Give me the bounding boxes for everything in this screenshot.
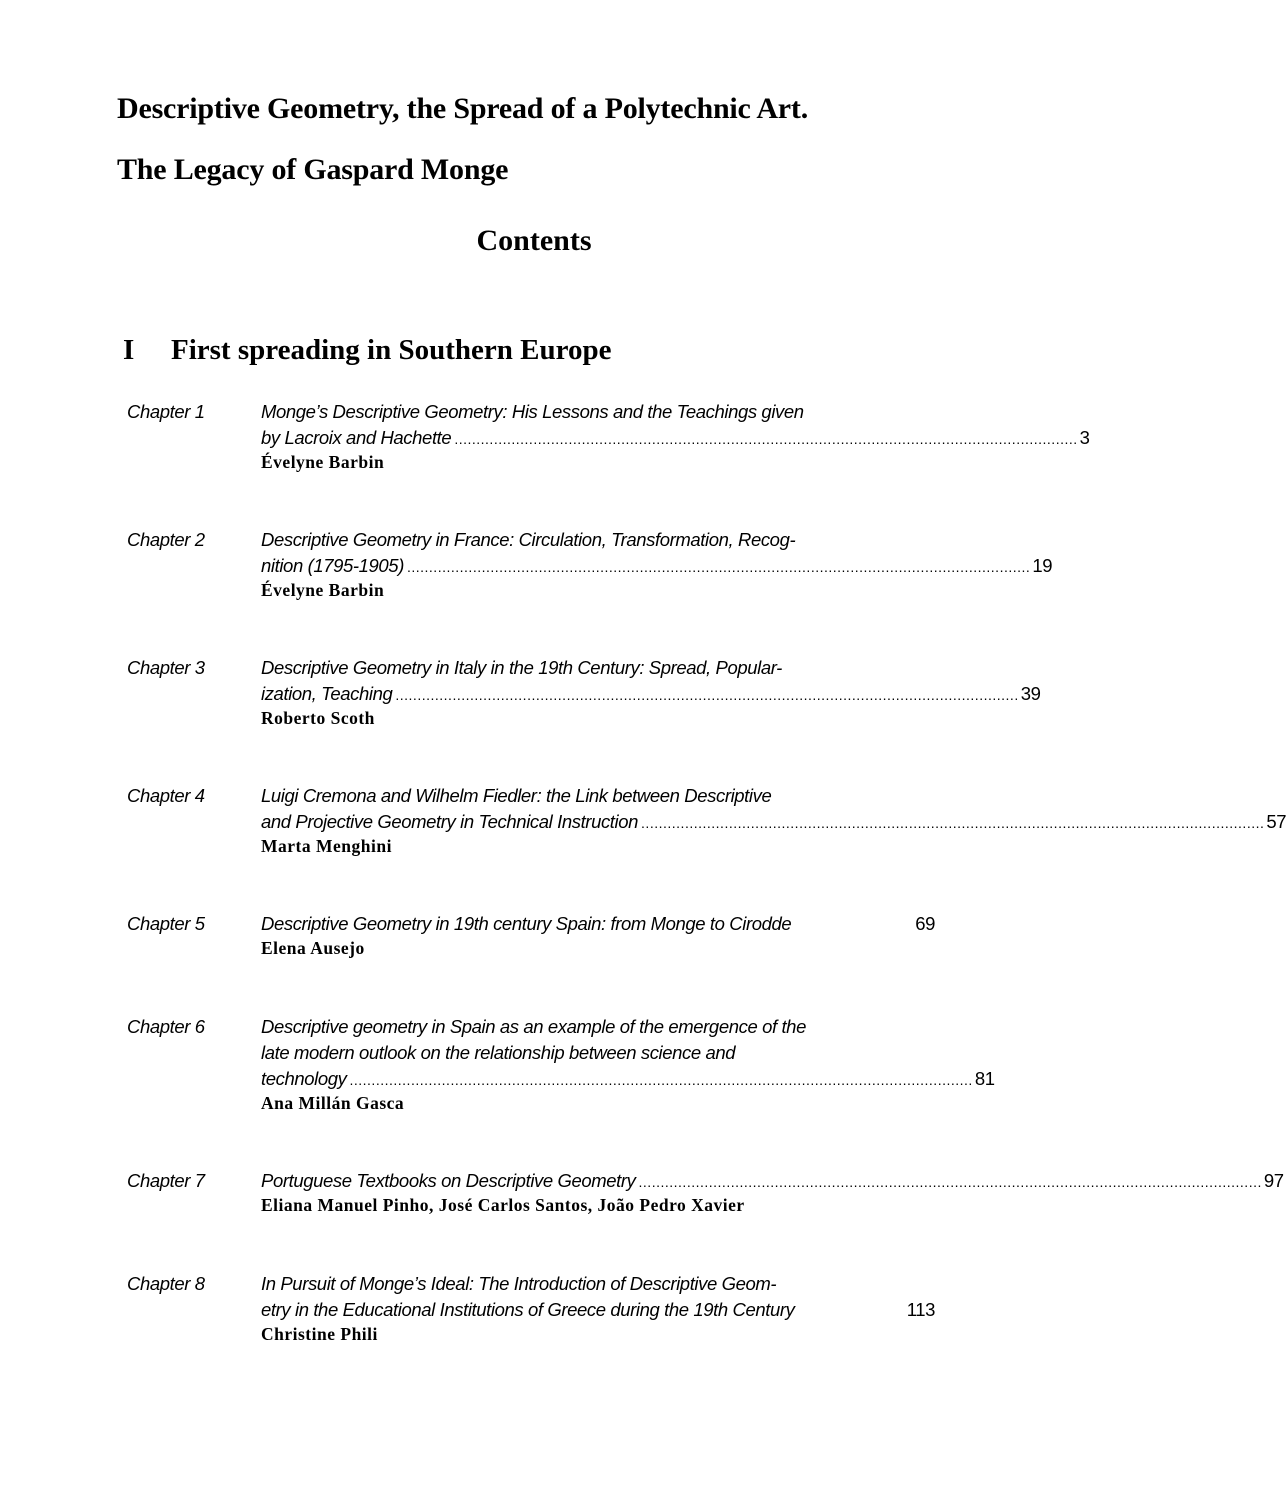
chapter-author: Elena Ausejo [261, 938, 365, 958]
chapter-title-line-with-page [261, 553, 1053, 580]
chapter-title-line: Luigi Cremona and Wilhelm Fiedler: the Link between Descriptive [261, 785, 772, 806]
chapter-title-line: Descriptive geometry in Spain as an example of the emergence of the [261, 1016, 806, 1037]
book-title-line-1: Descriptive Geometry, the Spread of a Polytechnic Art. [117, 92, 808, 125]
page-number: 19 [1032, 555, 1053, 576]
chapter-label: Chapter 3 [127, 657, 205, 678]
dot-leader: .............................................................................................................................................. [641, 815, 1265, 831]
chapter-title-line: Descriptive Geometry in 19th century Spain: from Monge to Cirodde [261, 913, 792, 934]
chapter-author: Eliana Manuel Pinho, José Carlos Santos, João Pedro Xavier [261, 1195, 745, 1215]
contents-heading: Contents [476, 224, 592, 257]
chapter-label: Chapter 7 [127, 1170, 205, 1191]
chapter-title-line: ization, Teaching [261, 683, 393, 704]
chapter-title-line: Descriptive Geometry in Italy in the 19th Century: Spread, Popular- [261, 657, 782, 678]
chapter-title-line: etry in the Educational Institutions of Greece during the 19th Century [261, 1299, 795, 1320]
book-title-line-2: The Legacy of Gaspard Monge [117, 153, 509, 186]
chapter-label: Chapter 8 [127, 1273, 205, 1294]
page-number: 81 [974, 1068, 995, 1089]
chapter-author: Évelyne Barbin [261, 452, 385, 472]
chapter-label: Chapter 4 [127, 785, 205, 806]
chapter-title-line-with-page [261, 911, 935, 937]
chapter-author: Marta Menghini [261, 836, 392, 856]
chapter-author: Roberto Scoth [261, 708, 375, 728]
page-number: 97 [1263, 1170, 1284, 1191]
dot-leader: .............................................................................................................................................. [454, 431, 1078, 447]
dot-leader: .............................................................................................................................................. [395, 687, 1019, 703]
chapter-title-line-with-page [261, 681, 1041, 708]
chapter-author: Évelyne Barbin [261, 580, 385, 600]
section-heading [123, 333, 611, 367]
chapter-title-line: technology [261, 1068, 347, 1089]
section-number: I [123, 334, 135, 366]
page-number: 57 [1266, 811, 1286, 832]
page-number: 113 [906, 1299, 935, 1320]
chapter-title-line: In Pursuit of Monge’s Ideal: The Introduction of Descriptive Geom- [261, 1273, 777, 1294]
page-number: 69 [915, 913, 935, 934]
dot-leader: .............................................................................................................................................. [349, 1072, 973, 1088]
chapter-title-line-with-page [261, 425, 1090, 452]
chapter-title-line: late modern outlook on the relationship between science and [261, 1042, 736, 1063]
dot-leader: .............................................................................................................................................. [406, 559, 1031, 575]
chapter-title-line-with-page [261, 1066, 995, 1093]
page-number: 3 [1079, 427, 1090, 448]
chapter-title-line: by Lacroix and Hachette [261, 427, 452, 448]
chapter-title-line: and Projective Geometry in Technical Instruction [261, 811, 639, 832]
chapter-label: Chapter 5 [127, 913, 205, 934]
chapter-author: Christine Phili [261, 1324, 378, 1344]
chapter-label: Chapter 1 [127, 401, 205, 422]
chapter-title-line: Descriptive Geometry in France: Circulation, Transformation, Recog- [261, 529, 796, 550]
chapter-title-line: Monge’s Descriptive Geometry: His Lessons and the Teachings given [261, 401, 804, 422]
chapter-title-line-with-page [261, 1168, 1284, 1195]
section-title: First spreading in Southern Europe [171, 334, 612, 366]
chapter-label: Chapter 2 [127, 529, 205, 550]
chapter-title-line-with-page [261, 809, 1286, 836]
chapter-title-line: nition (1795-1905) [261, 555, 404, 576]
chapter-title-line: Portuguese Textbooks on Descriptive Geometry [261, 1170, 636, 1191]
chapter-title-line-with-page [261, 1297, 935, 1323]
chapter-author: Ana Millán Gasca [261, 1093, 405, 1113]
page-number: 39 [1020, 683, 1041, 704]
chapter-label: Chapter 6 [127, 1016, 205, 1037]
dot-leader: .............................................................................................................................................. [638, 1174, 1262, 1190]
